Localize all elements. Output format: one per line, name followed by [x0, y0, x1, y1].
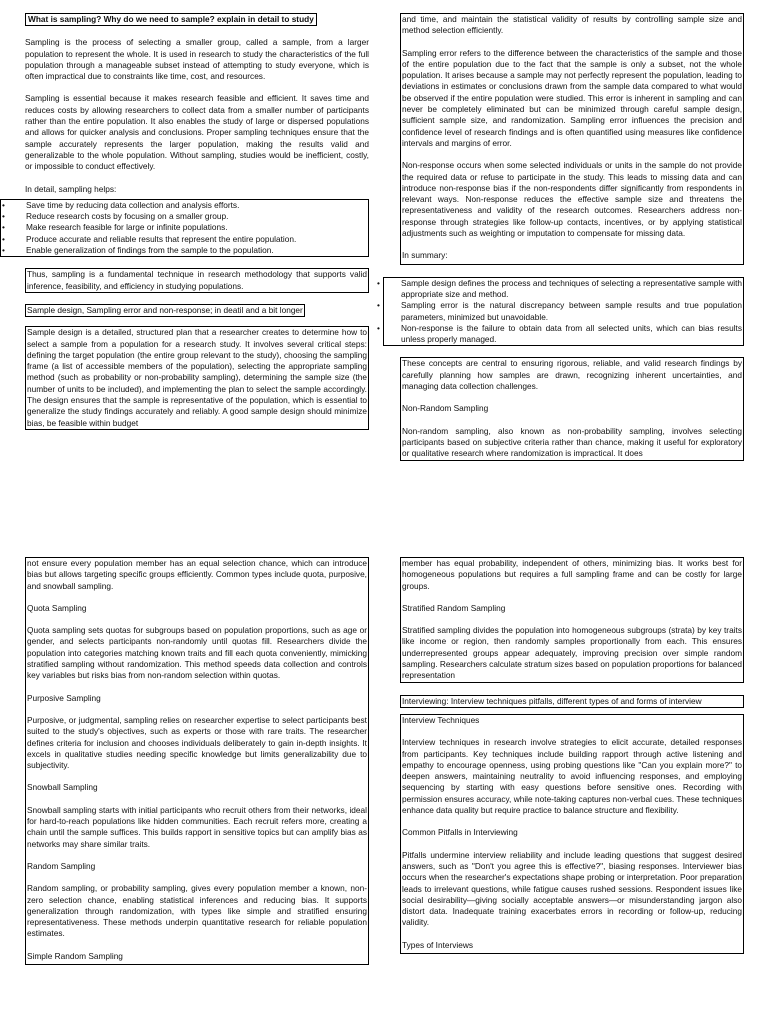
- paragraph-non-random-continued: not ensure every population member has an equal selection chance, which can introduce bias but allows targeting specific groups efficiently. Common types include quota, purposive, and snowball sampling.: [27, 558, 367, 591]
- paragraph-purposive: Purposive, or judgmental, sampling relies on researcher expertise to select participants best suited to the study's objectives, such as experts or those with rare traits. The researcher defines criteria for inclusion and chooses individuals deliberately to gain in-depth insights. It excels in qualitative studies needing specific knowledge but limits generalizability due to subjectivity.: [27, 714, 367, 771]
- section-title-quota: Quota Sampling: [27, 602, 87, 613]
- interview-box: [400, 714, 744, 954]
- paragraph-sample-design-continued: and time, and maintain the statistical validity of results by controlling sample size and method selection efficiently.: [402, 14, 742, 36]
- sample-design-box: [25, 326, 369, 430]
- section-title-random: Random Sampling: [27, 860, 96, 871]
- paragraph-concepts-central: These concepts are central to ensuring rigorous, reliable, and valid research findings by carefully planning how samples are drawn, recognizing inherent uncertainties, and managing data collection challenges.: [402, 358, 742, 392]
- section-title-stratified: Stratified Random Sampling: [402, 602, 506, 613]
- question-heading-interviewing: Interviewing: Interview techniques pitfalls, different types of and forms of interview: [400, 695, 744, 708]
- random-continued-box: [400, 557, 744, 683]
- section-title-interview-techniques: Interview Techniques: [402, 714, 480, 725]
- paragraph-interview-techniques: Interview techniques in research involve strategies to elicit accurate, detailed responses from participants. Key techniques include building rapport through active listening and empathy to encourage openness, using probing questions like "Can you explain more?" to deepen answers, maintaining neutrality to avoid influencing responses, and employing sequencing by starting with easy questions before sensitive ones. Recording with permission ensures accuracy, while note-taking captures non-verbal cues. These techniques enhance data quality but require practice to balance structure and flexibility.: [402, 737, 742, 816]
- section-title-pitfalls: Common Pitfalls in Interviewing: [402, 827, 518, 838]
- sampling-helps-list: [26, 200, 367, 256]
- list-item: • Enable generalization of findings from the sample to the population.: [26, 245, 367, 256]
- paragraph-quota: Quota sampling sets quotas for subgroups based on population proportions, such as age or gender, and selects participants non-randomly until quotas fill. Researchers divide the population into categories matching known traits and fill each quota conveniently, mimicking stratified sampling without randomization. This method speeds data collection and controls key variables but risks bias from non-random selection within quotas.: [27, 625, 367, 681]
- section-title-simple-random: Simple Random Sampling: [27, 950, 123, 961]
- section-title-interview-types: Types of Interviews: [402, 939, 474, 950]
- list-item: • Make research feasible for large or infinite populations.: [26, 222, 367, 233]
- question-heading-sample-design: Sample design, Sampling error and non-response; in deatil and a bit longer: [25, 304, 305, 317]
- section-title-non-random: Non-Random Sampling: [402, 403, 489, 414]
- summary-label: In summary:: [402, 250, 448, 261]
- summary-list: [401, 278, 742, 346]
- list-item: • Non-response is the failure to obtain data from all selected units, which can bias results unless properly managed.: [401, 323, 742, 346]
- bottom-left-column: [25, 557, 369, 965]
- bottom-right-column: [400, 557, 744, 954]
- section-title-snowball: Snowball Sampling: [27, 782, 98, 793]
- paragraph-non-random: Non-random sampling, also known as non-probability sampling, involves selecting participants based on subjective criteria rather than chance, making it useful for exploratory or qualitative research where randomization is impractical. It does: [402, 425, 742, 459]
- paragraph-stratified: Stratified sampling divides the population into homogeneous subgroups (strata) by key traits like income or region, then randomly samples proportionally from each. This ensures underrepresented groups appear adequately, improving precision over simple random sampling. Researchers calculate stratum sizes based on population proportions for balanced representation: [402, 625, 742, 681]
- list-item: • Produce accurate and reliable results that represent the entire population.: [26, 234, 367, 245]
- top-left-column: [25, 13, 369, 430]
- paragraph-random: Random sampling, or probability sampling, gives every population member a known, non-zero selection chance, enabling statistical inferences and reducing bias. It supports generalization through randomization, with types like simple and stratified ensuring representativeness. These methods underpin quantitative research for reliable population estimates.: [27, 883, 367, 939]
- paragraph-sample-design: Sample design is a detailed, structured plan that a researcher creates to determine how to select a sample from a population for a research study. It involves several critical steps: defining the target population (the entire group relevant to the study), choosing the sampling frame (a list of accessible members of the population), selecting the appropriate sampling method (such as probability or non-probability sampling), determining the sample size (the number of units to be included), and implementing the plan to select the sample accordingly. The design ensures that the sample is representative of the population, which is essential to generalize the study findings accurately and reliably. A good sample design should minimize bias, be feasible within budget: [27, 327, 367, 428]
- list-item: • Save time by reducing data collection and analysis efforts.: [26, 200, 367, 211]
- non-random-box: [400, 357, 744, 460]
- paragraph-sampling-helps-label: In detail, sampling helps:: [25, 183, 117, 194]
- non-random-continued-box: [25, 557, 369, 965]
- paragraph-sampling-definition: Sampling is the process of selecting a smaller group, called a sample, from a larger population to represent the whole. It is used in research to study the characteristics of the full population through a manageable subset instead of attempting to study everyone, which is often impractical due to constraints like time, cost, and resources.: [25, 37, 369, 82]
- section-title-purposive: Purposive Sampling: [27, 692, 101, 703]
- paragraph-sampling-importance: Sampling is essential because it makes research feasible and efficient. It saves time and reduces costs by allowing researchers to collect data from a smaller number of participants rather than the entire population. It also enables the study of large or dispersed populations and allows for quicker analysis and conclusions. Proper sampling techniques ensure that the sample accurately represents the larger population, making the results valid and generalizable to the whole population. Without sampling, studies would be inefficient, costly, or impossible to conduct effectively.: [25, 93, 369, 172]
- top-right-column: [400, 13, 744, 461]
- paragraph-pitfalls: Pitfalls undermine interview reliability and include leading questions that suggest desired answers, such as "Don't you agree this is effective?", biasing responses. Interviewer bias occurs when the researcher's expectations shape probing or interpretation. Poor preparation leads to irrelevant questions, while fatigue causes rushed sessions. Respondent issues like social desirability—giving socially acceptable answers—or misunderstanding jargon also distort data. Inadequate training exacerbates errors in recording or follow-up, reducing validity.: [402, 849, 742, 928]
- list-item: • Sampling error is the natural discrepancy between sample results and true population parameters, minimized but unavoidable.: [401, 300, 742, 323]
- summary-list-box: [383, 277, 744, 347]
- paragraph-sampling-conclusion: Thus, sampling is a fundamental technique in research methodology that supports valid inference, feasibility, and efficiency in studying populations.: [27, 269, 367, 291]
- list-item: • Reduce research costs by focusing on a smaller group.: [26, 211, 367, 222]
- sample-design-continued-box: [400, 13, 744, 265]
- paragraph-snowball: Snowball sampling starts with initial participants who recruit others from their networks, ideal for hard-to-reach populations like hidden communities. Each recruit refers more, creating a chain until the sample suffices. This builds rapport in sensitive topics but can amplify bias as networks may share similar traits.: [27, 804, 367, 849]
- paragraph-non-response: Non-response occurs when some selected individuals or units in the sample do not provide the required data or refuse to participate in the study. This leads to missing data and can introduce non-response bias if the non-respondents differ significantly from respondents in relevant ways. Non-response reduces the effective sample size and threatens the representativeness and validity of the research outcomes. Researchers address non-response through strategies like follow-up contacts, incentives, or by applying statistical adjustments such as weighting or imputation to compensate for missing data.: [402, 160, 742, 239]
- question-heading-sampling: What is sampling? Why do we need to sample? explain in detail to study: [25, 13, 317, 26]
- sampling-helps-list-box: [0, 199, 369, 257]
- paragraph-simple-random-continued: member has equal probability, independent of others, minimizing bias. It works best for homogeneous populations but requires a full sampling frame and can be costly for large groups.: [402, 558, 742, 591]
- paragraph-sampling-error: Sampling error refers to the difference between the characteristics of the sample and those of the entire population due to the fact that the sample is only a subset, not the whole population. It arises because a sample may not perfectly represent the population, leading to deviations in estimates or conclusions drawn from the sample data compared to what would be observed if the entire population were studied. This error is inherent in sampling and can never be completely eliminated but can be minimized through careful sample design, sufficient sample size, and randomization. Sampling error influences the precision and confidence level of research findings and is often quantified using measures like confidence intervals and margins of error.: [402, 47, 742, 148]
- list-item: • Sample design defines the process and techniques of selecting a representative sample with appropriate size and method.: [401, 278, 742, 301]
- sampling-conclusion-box: [25, 268, 369, 293]
